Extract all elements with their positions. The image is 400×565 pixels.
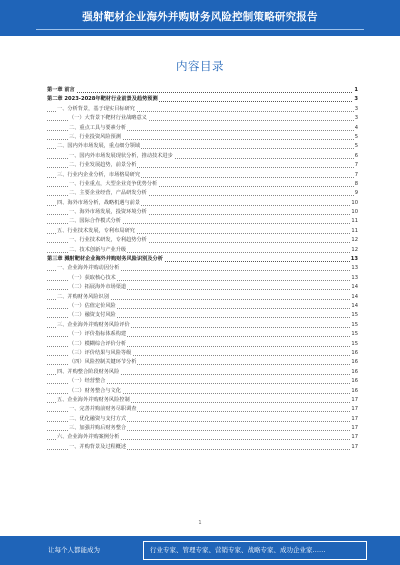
toc-entry-page: 8	[354, 180, 358, 189]
toc-entry-page: 5	[354, 133, 358, 142]
toc-entry-page: 10	[350, 208, 358, 217]
toc-entry[interactable]	[47, 321, 358, 330]
header-banner	[0, 0, 400, 36]
toc-entry-page: 3	[354, 114, 358, 123]
toc-entry[interactable]	[47, 133, 358, 142]
toc-entry-label: （二）拓展海外市场渠道	[69, 283, 127, 292]
toc-entry-page: 16	[350, 377, 358, 386]
footer-tagline: 行业专家、管理专家、营销专家、战略专家、成功企业家……	[150, 546, 326, 554]
page-number: 1	[198, 520, 202, 526]
toc-entry-page: 3	[354, 105, 358, 114]
toc-entry[interactable]	[47, 264, 358, 273]
toc-entry-page: 15	[350, 340, 358, 349]
toc-entry-label: 二、技术创新与产业升级	[69, 246, 127, 255]
toc-entry-page: 17	[350, 405, 358, 414]
toc-entry-page: 16	[350, 349, 358, 358]
toc-entry[interactable]	[47, 396, 358, 405]
toc-entry-label: （一）估值定价风险	[69, 302, 117, 311]
toc-entry-page: 14	[350, 293, 358, 302]
toc-entry[interactable]	[47, 105, 358, 114]
toc-entry-page: 16	[350, 368, 358, 377]
toc-entry-label: 二、并购财务风险识别	[57, 293, 110, 302]
toc-entry-label: （二）融资支付风险	[69, 311, 117, 320]
toc-entry-label: 一、行业技术研发，专利趋势分析	[69, 236, 148, 245]
toc-entry[interactable]	[47, 405, 358, 414]
footer-slogan: 让每个人都能成为	[48, 546, 100, 554]
toc-entry-label: 二、主要企业经营，产品研发分析	[69, 189, 148, 198]
toc-entry-page: 14	[350, 283, 358, 292]
toc-entry-label: 二、国际合作模式分析	[69, 217, 122, 226]
toc-entry[interactable]	[47, 199, 358, 208]
toc-entry-page: 12	[350, 236, 358, 245]
toc-entry-page: 17	[350, 396, 358, 405]
toc-entry-label: 第二章 2023-2028年靶材行业前景及趋势预测	[47, 95, 159, 104]
toc-entry-label: 二、重点工具与要素分析	[69, 124, 127, 133]
toc-entry-page: 17	[350, 424, 358, 433]
report-title: 强射靶材企业海外并购财务风险控制策略研究报告	[82, 11, 318, 23]
toc-entry-page: 13	[350, 274, 358, 283]
toc-entry-label: （一）经营整合	[69, 377, 106, 386]
toc-entry-label: 六、企业海外并购案例分析	[57, 433, 120, 442]
toc-entry[interactable]	[47, 217, 358, 226]
toc-entry[interactable]	[47, 114, 358, 123]
toc-entry-page: 16	[350, 387, 358, 396]
toc-entry-label: 一、分析背景，基于现实目标研究	[57, 105, 136, 114]
toc-entry-label: （二）模糊综合评价分析	[69, 340, 127, 349]
toc-entry[interactable]	[47, 349, 358, 358]
toc-entry[interactable]	[47, 443, 358, 452]
toc-entry-label: 三、企业海外并购财务风险评价	[57, 321, 131, 330]
toc-entry[interactable]	[47, 311, 358, 320]
toc-entry-page: 6	[354, 152, 358, 161]
toc-entry-page: 15	[350, 330, 358, 339]
toc-entry-label: 第三章 溅射靶材企业海外并购财务风险识别及分析	[47, 255, 164, 264]
toc-entry-label: （一）评价指标体系构建	[69, 330, 127, 339]
toc-entry-label: 五、行业技术发展，专利布局研究	[57, 227, 136, 236]
toc-entry-label: （三）评价结果与风险等级	[69, 349, 132, 358]
toc-entry-label: 四、海外市场分析，战略机遇与前景	[57, 199, 141, 208]
toc-entry[interactable]	[47, 293, 358, 302]
toc-entry[interactable]	[47, 433, 358, 442]
toc-entry[interactable]	[47, 180, 358, 189]
toc-entry-page: 9	[354, 189, 358, 198]
toc-entry-page: 1	[353, 86, 358, 95]
toc-entry[interactable]	[47, 161, 358, 170]
toc-entry[interactable]	[47, 368, 358, 377]
toc-entry-label: 三、行业投资风险预测	[69, 133, 122, 142]
toc-entry-page: 4	[354, 124, 358, 133]
toc-entry-label: 一、并购背景及过程概述	[69, 443, 127, 452]
toc-entry-page: 15	[350, 321, 358, 330]
toc-entry[interactable]	[47, 387, 358, 396]
toc-entry-label: 五、企业海外并购财务风险控制	[57, 396, 131, 405]
toc-entry-page: 15	[350, 311, 358, 320]
toc-entry-label: （二）财务整合与文化	[69, 387, 122, 396]
toc-entry-label: （一）大背景下靶材行业战略意义	[69, 114, 148, 123]
toc-entry[interactable]	[47, 142, 358, 151]
toc-entry-label: 一、国内外市场发展现状分析，推动技术进步	[69, 152, 174, 161]
toc-entry[interactable]	[47, 274, 358, 283]
footer-banner	[0, 536, 400, 565]
toc-entry-page: 16	[350, 358, 358, 367]
toc-entry-page: 7	[354, 171, 358, 180]
toc-entry-label: 第一章 前言	[47, 86, 76, 95]
toc-entry[interactable]	[47, 246, 358, 255]
toc-entry-page: 10	[350, 199, 358, 208]
toc-entry-page: 11	[350, 227, 358, 236]
toc-entry-label: 三、加强并购后财务整合	[69, 424, 127, 433]
toc-entry-label: 一、企业海外并购动因分析	[57, 264, 120, 273]
toc-entry-label: （一）获取核心技术	[69, 274, 117, 283]
toc-entry-label: 二、行业发展趋势，前景分析	[69, 161, 137, 170]
toc-entry-label: 三、行业内企业分析，市场格局研究	[57, 171, 141, 180]
toc-entry-page: 17	[350, 433, 358, 442]
dot-leader	[47, 92, 358, 93]
toc-entry[interactable]	[47, 189, 358, 198]
header-divider	[36, 29, 364, 30]
toc-entry[interactable]	[47, 236, 358, 245]
toc-entry-page: 5	[354, 142, 358, 151]
toc-entry-label: （四）风险控制关键环节分析	[69, 358, 137, 367]
toc-entry-page: 13	[350, 264, 358, 273]
toc-entry[interactable]	[47, 302, 358, 311]
toc-entry-page: 17	[350, 443, 358, 452]
toc-entry[interactable]	[47, 171, 358, 180]
toc-entry-label: 一、行业重点，大型企业竞争优势分析	[69, 180, 158, 189]
toc-title: 内容目录	[176, 59, 224, 73]
toc-entry[interactable]	[47, 415, 358, 424]
toc-entry-page: 14	[350, 302, 358, 311]
toc-entry[interactable]	[47, 86, 358, 95]
toc-entry[interactable]	[47, 424, 358, 433]
toc-entry-label: 二、国内外市场发展，重点细分领域	[57, 142, 141, 151]
toc-entry[interactable]	[47, 255, 358, 264]
toc-entry-label: 一、海外市场发展，投资环境分析	[69, 208, 148, 217]
toc-entry-page: 12	[350, 246, 358, 255]
toc-entry-label: 二、优化融资与支付方式	[69, 415, 127, 424]
toc-entry-page: 17	[350, 415, 358, 424]
toc-entry[interactable]	[47, 95, 358, 104]
toc-entry[interactable]	[47, 358, 358, 367]
toc-entry[interactable]	[47, 152, 358, 161]
table-of-contents	[47, 86, 358, 452]
toc-entry[interactable]	[47, 124, 358, 133]
toc-entry-page: 3	[353, 95, 358, 104]
toc-entry-page: 13	[350, 255, 358, 264]
toc-entry-label: 四、并购整合阶段财务风险	[57, 368, 120, 377]
toc-entry[interactable]	[47, 208, 358, 217]
toc-entry-page: 7	[354, 161, 358, 170]
toc-entry-page: 11	[350, 217, 358, 226]
toc-entry[interactable]	[47, 227, 358, 236]
toc-entry[interactable]	[47, 330, 358, 339]
toc-entry[interactable]	[47, 377, 358, 386]
toc-entry[interactable]	[47, 283, 358, 292]
toc-entry-label: 一、完善并购前财务尽职调查	[69, 405, 137, 414]
toc-entry[interactable]	[47, 340, 358, 349]
